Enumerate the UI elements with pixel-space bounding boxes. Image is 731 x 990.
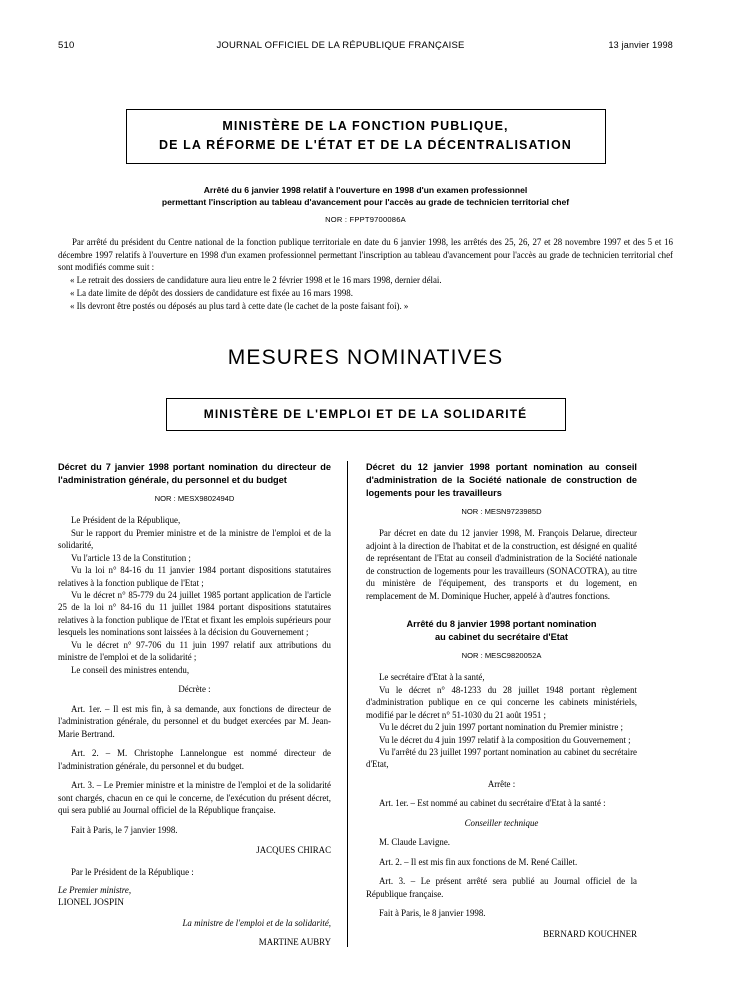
left-fait: Fait à Paris, le 7 janvier 1998. [71, 824, 178, 835]
right-q2: Vu le décret n° 48-1233 du 28 juillet 1948 portant règlement d'administration publique en ce qui concerne les cabinets ministériels, modifié par le décret n° 51-1030 du 21 août 1951 ; [366, 684, 637, 720]
left-art-3: Art. 3. – Le Premier ministre et la ministre de l'emploi et de la solidarité sont chargés, chacun en ce qui le concerne, de l'exécution du présent décret, qui sera publié au Journal officiel de la République française. [58, 780, 331, 816]
right-art-1: Art. 1er. – Est nommé au cabinet du secrétaire d'Etat à la santé : [379, 798, 606, 809]
right-nor: NOR : MESN9723985D [461, 507, 542, 517]
left-nor: NOR : MESX9802494D [154, 494, 235, 504]
ministry-heading-box [126, 109, 606, 164]
right-decree-heading: Décret du 12 janvier 1998 portant nomination au conseil d'administration de la Société nationale de construction de logements pour les travailleurs [366, 462, 637, 499]
arrete-title-line2: permettant l'inscription au tableau d'avancement pour l'accès au grade de technicien territorial chef [161, 196, 570, 207]
left-body [58, 514, 331, 836]
section-title: MESURES NOMINATIVES [227, 346, 504, 370]
issue-date: 13 janvier 1998 [608, 40, 673, 50]
right-arrete-heading [366, 618, 637, 644]
page-content [58, 40, 673, 947]
left-signature-president: JACQUES CHIRAC [256, 844, 331, 855]
ministry-heading-line1: MINISTÈRE DE LA FONCTION PUBLIQUE, [222, 119, 509, 133]
left-pm-role: Le Premier ministre, [58, 885, 132, 896]
arrete-body [58, 236, 673, 312]
left-p7: Le conseil des ministres entendu, [71, 664, 190, 675]
right-fait: Fait à Paris, le 8 janvier 1998. [379, 908, 486, 919]
right-p1: Par décret en date du 12 janvier 1998, M. François Delarue, directeur adjoint à la direction de l'habitat et de la construction, est désigné en qualité de représentant de l'Etat au conseil d'administration de la Société nationale de construction de logements pour les travailleurs (SONACOTRA), au titre du ministère de l'équipement, des transports et du logement, en remplacement de M. Dominique Hucher, appelé à d'autres fonctions. [366, 528, 637, 601]
left-art-1: Art. 1er. – Il est mis fin, à sa demande, aux fonctions de directeur de l'administration générale, du personnel et du budget exercées par M. Jean-Marie Bertrand. [58, 703, 331, 739]
arrete-paragraph: Par arrêté du président du Centre national de la fonction publique territoriale en date du 6 janvier 1998, les arrêtés des 25, 26, 27 et 28 novembre 1997 et des 5 et 16 décembre 1997 relatifs à l'ouverture en 1998 d'un examen professionnel permettant l'inscription au tableau d'avancement pour l'accès au grade de technicien territorial chef sont modifiés comme suit : [58, 237, 673, 272]
right-art-3: Art. 3. – Le présent arrêté sera publié au Journal officiel de la République française. [366, 876, 637, 899]
page-number: 510 [58, 40, 75, 51]
arrete-title [86, 184, 646, 209]
ministry-heading-line2: DE LA RÉFORME DE L'ÉTAT ET DE LA DÉCENTRALISATION [159, 137, 572, 152]
emploi-heading-box: MINISTÈRE DE L'EMPLOI ET DE LA SOLIDARITÉ [166, 398, 566, 431]
arrete-bullet-2: « La date limite de dépôt des dossiers de candidature est fixée au 16 mars 1998. [70, 287, 353, 298]
left-pm-name: LIONEL JOSPIN [58, 897, 125, 908]
right-q3: Vu le décret du 2 juin 1997 portant nomination du Premier ministre ; [379, 722, 623, 733]
arrete-title-line1: Arrêté du 6 janvier 1998 relatif à l'ouverture en 1998 d'un examen professionnel [203, 184, 528, 195]
right-arrete-heading-line1: Arrêté du 8 janvier 1998 portant nomination [406, 619, 597, 630]
left-minister-role: La ministre de l'emploi et de la solidarité, [182, 917, 331, 928]
right-q1: Le secrétaire d'Etat à la santé, [379, 672, 485, 683]
left-p3: Vu l'article 13 de la Constitution ; [71, 552, 191, 563]
right-appointee-name: M. Claude Lavigne. [379, 837, 450, 848]
left-p2: Sur le rapport du Premier ministre et de la ministre de l'emploi et de la solidarité, [58, 527, 331, 551]
arrete-nor: NOR : FPPT9700086A [325, 215, 406, 225]
arrete-word: Arrête : [487, 778, 516, 789]
right-sub-nor: NOR : MESC9820052A [461, 651, 542, 661]
left-art-2: Art. 2. – M. Christophe Lannelongue est nommé directeur de l'administration générale, du personnel et du budget. [58, 748, 331, 771]
right-signature: BERNARD KOUCHNER [543, 928, 637, 939]
right-art-2: Art. 2. – Il est mis fin aux fonctions de M. René Caillet. [379, 856, 578, 867]
left-p6: Vu le décret n° 97-706 du 11 juin 1997 relatif aux attributions du ministre de l'emploi et de la solidarité ; [58, 639, 331, 663]
arrete-bullet-3: « Ils devront être postés ou déposés au plus tard à cette date (le cachet de la poste faisant foi). » [70, 300, 409, 311]
left-p5: Vu le décret n° 85-779 du 24 juillet 1985 portant application de l'article 25 de la loi n° 84-16 du 11 juillet 1984 portant dispositions statutaires relatives à la fonction publique de l'Etat et fixant les emplois supérieurs pour lesquels les nominations sont laissées à la décision du Gouvernement ; [58, 590, 331, 638]
left-p4: Vu la loi n° 84-16 du 11 janvier 1984 portant dispositions statutaires relatives à la fonction publique de l'Etat ; [58, 565, 331, 588]
right-q4: Vu le décret du 4 juin 1997 relatif à la composition du Gouvernement ; [379, 734, 631, 745]
right-body [366, 527, 637, 602]
right-role-title: Conseiller technique [464, 817, 539, 828]
left-countersign [58, 866, 331, 910]
right-column [348, 461, 637, 947]
right-arrete-heading-line2: au cabinet du secrétaire d'Etat [435, 632, 568, 643]
left-decree-heading: Décret du 7 janvier 1998 portant nomination du directeur de l'administration générale, du personnel et du budget [58, 462, 331, 486]
left-p1: Le Président de la République, [71, 515, 181, 526]
left-countersign-label: Par le Président de la République : [71, 866, 194, 877]
right-q5: Vu l'arrêté du 23 juillet 1997 portant nomination au cabinet du secrétaire d'Etat, [366, 747, 637, 770]
right-arrete-body [366, 671, 637, 920]
running-head [58, 40, 673, 51]
arrete-bullet-1: « Le retrait des dossiers de candidature aura lieu entre le 2 février 1998 et le 16 mars 1998, dernier délai. [70, 274, 442, 285]
two-column-body [58, 461, 673, 947]
left-minister-name: MARTINE AUBRY [258, 936, 331, 947]
left-column [58, 461, 347, 947]
decrete-word: Décrète : [178, 684, 211, 695]
journal-title: JOURNAL OFFICIEL DE LA RÉPUBLIQUE FRANÇAISE [216, 40, 465, 51]
